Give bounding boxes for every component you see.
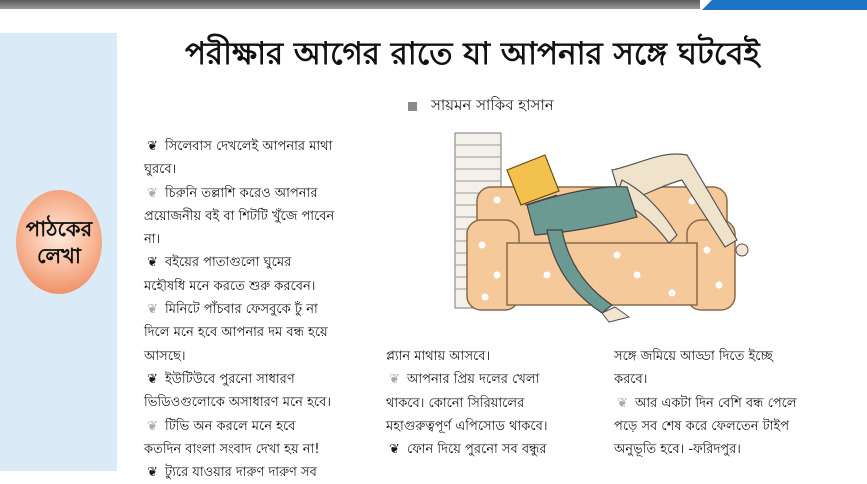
author-name: সায়মন সাকিব হাসান	[431, 96, 554, 114]
article-text: মহৌষধি মনে করতে শুরু করবেন।	[144, 278, 316, 294]
bullet-icon: ❦	[147, 185, 158, 201]
article-text: প্রয়োজনীয় বই বা শিটটি খুঁজে পাবেন	[144, 208, 335, 224]
article-text: বইয়ের পাতাগুলো ঘুমের	[165, 255, 292, 271]
article-text-line	[144, 228, 374, 251]
bullet-icon: ❦	[147, 418, 158, 434]
article-text-line	[144, 298, 374, 321]
article-text: না।	[144, 232, 161, 248]
article-text: ভিডিওগুলোকে অসাধারণ মনে হবে।	[144, 395, 332, 411]
article-text-line	[614, 392, 844, 415]
bullet-icon: ❦	[147, 255, 158, 271]
article-text: দিলে মনে হবে আপনার দম বন্ধ হয়ে	[144, 325, 328, 341]
article-text-line	[144, 391, 374, 414]
bullet-icon: ❦	[147, 139, 158, 154]
article-title: পরীক্ষার আগের রাতে যা আপনার সঙ্গে ঘটবেই	[185, 36, 760, 72]
article-text: থাকবে। কোনো সিরিয়ালের	[386, 395, 525, 411]
body-column-2	[386, 345, 604, 461]
article-text-line	[386, 368, 604, 391]
top-accent-bar	[702, 0, 867, 10]
article-text-line	[144, 321, 374, 344]
article-text-line	[144, 205, 374, 228]
article-text: সঙ্গে জমিয়ে আড্ডা দিতে ইচ্ছে	[614, 349, 773, 364]
article-text-line	[614, 368, 844, 391]
article-text: ঘুরবে।	[144, 162, 177, 178]
article-text: অনুভূতি হবে। -ফরিদপুর।	[614, 442, 741, 458]
bullet-icon: ❦	[389, 442, 400, 458]
article-text-line	[144, 415, 374, 438]
article-text: টিভি অন করলে মনে হবে	[165, 418, 296, 434]
article-text: আপনার প্রিয় দলের খেলা	[407, 372, 540, 388]
section-badge-line-1: পাঠকের	[25, 216, 93, 241]
article-text-line	[144, 275, 374, 298]
article-text-line	[144, 251, 374, 274]
article-text: করবে।	[614, 372, 648, 388]
article-text: আসছে।	[144, 348, 186, 364]
article-text-line	[144, 135, 374, 158]
body-column-1	[144, 135, 374, 484]
article-text-line	[614, 345, 844, 368]
article-text-line	[144, 345, 374, 368]
article-text: মহাগুরুত্বপূর্ণ এপিসোড থাকবে।	[386, 418, 548, 434]
article-text: ট্যুরে যাওয়ার দারুণ দারুণ সব	[165, 465, 317, 481]
article-text: পড়ে সব শেষ করে ফেলতেন টাইপ	[614, 418, 790, 434]
article-text: কতদিন বাংলা সংবাদ দেখা হয় না!	[144, 441, 320, 457]
article-text: মিনিটে পাঁচবার ফেসবুকে ঢুঁ না	[165, 302, 318, 318]
article-text-line	[386, 415, 604, 438]
article-text: ফোন দিয়ে পুরনো সব বন্ধুর	[407, 442, 547, 458]
bullet-icon: ❦	[147, 465, 158, 481]
byline	[408, 94, 554, 119]
article-text-line	[144, 438, 374, 461]
article-text-line	[614, 415, 844, 438]
article-text: সিলেবাস দেখলেই আপনার মাথা	[165, 139, 333, 154]
byline-square-icon	[408, 102, 417, 111]
section-badge-line-2: লেখা	[36, 243, 82, 268]
article-illustration	[437, 125, 777, 330]
article-text: ইউটিউবে পুরনো সাধারণ	[165, 371, 295, 387]
top-rule	[0, 0, 700, 9]
article-text: চিরুনি তল্লাশি করেও আপনার	[165, 185, 318, 201]
article-text-line	[386, 345, 604, 368]
article-text-line	[386, 438, 604, 461]
bullet-icon: ❦	[147, 302, 158, 318]
body-column-3	[614, 345, 844, 461]
bullet-icon: ❦	[147, 371, 158, 387]
article-text-line	[386, 392, 604, 415]
article-text-line	[144, 461, 374, 484]
bullet-icon: ❦	[389, 372, 400, 388]
article-text-line	[144, 368, 374, 391]
article-text-line	[614, 438, 844, 461]
section-badge	[16, 190, 102, 294]
article-text: প্ল্যান মাথায় আসবে।	[386, 349, 491, 364]
bullet-icon: ❦	[617, 395, 628, 411]
article-text-line	[144, 158, 374, 181]
article-text-line	[144, 182, 374, 205]
article-text: আর একটা দিন বেশি বন্ধ পেলে	[635, 395, 797, 411]
